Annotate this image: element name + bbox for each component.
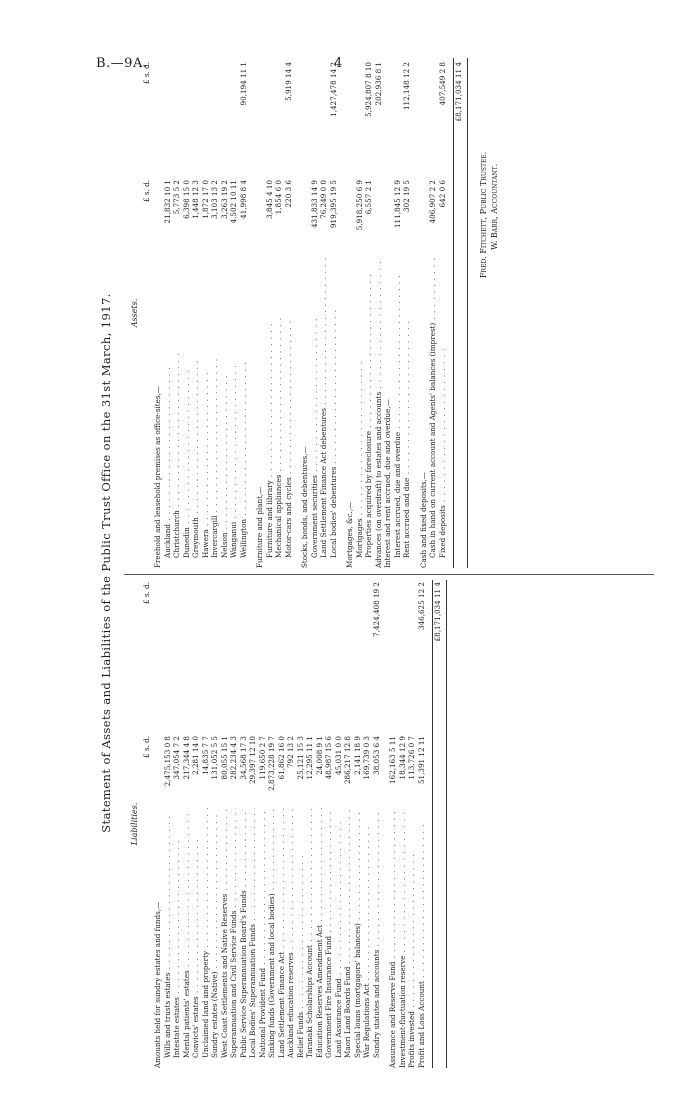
assets-row	[182, 58, 192, 568]
liabilities-row-amount: 25,121 15 3	[295, 736, 305, 780]
amount-column-head: £ s. d.	[142, 180, 151, 203]
total-column-head: £ s. d.	[142, 62, 151, 85]
assets-row-amount: 220 3 6	[283, 180, 293, 208]
liabilities-row-label: Mental patients' estates . .	[182, 808, 192, 1058]
liabilities-row	[182, 580, 192, 1068]
total-column-head: £ s. d.	[142, 582, 151, 605]
assets-row-label: Stocks, bonds, and debentures,—	[300, 446, 309, 568]
assets-row	[293, 58, 300, 568]
assets-heading: Assets.	[130, 298, 139, 328]
liabilities-row	[388, 580, 398, 1068]
assets-row	[229, 58, 239, 568]
liabilities-row	[201, 580, 211, 1068]
assets-row	[191, 58, 201, 568]
liabilities-grand-total: £8,171,034 11 4	[433, 582, 442, 642]
liabilities-row-label: Public Service Superannuation Board's Funds . .	[239, 808, 249, 1058]
assets-row-total: 1,427,478 14 2	[328, 62, 338, 117]
liabilities-row-amount: 2,141 18 9	[352, 736, 362, 775]
liabilities-row	[172, 580, 182, 1068]
liabilities-row-amount: 282,234 4 3	[229, 736, 238, 780]
liabilities-row-label: Maori Land Boards Fund . .	[343, 808, 353, 1058]
assets-row-amount: 1,448 12 3	[191, 180, 200, 219]
page-number: 4	[334, 56, 343, 71]
liabilities-row-amount: 34,568 17 3	[238, 736, 248, 780]
liabilities-row-amount: 51,391 12 11	[416, 736, 426, 785]
liabilities-row	[417, 580, 427, 1068]
liabilities-heading: Liabilities.	[130, 802, 139, 846]
assets-row-amount: 76,249 0 0	[319, 180, 328, 219]
assets-row-amount: 5,773 5 2	[172, 180, 181, 215]
liabilities-column-heads	[142, 580, 153, 1068]
assets-row	[438, 58, 448, 568]
assets-row	[255, 58, 265, 568]
liabilities-row-amount: 169,739 0 3	[362, 736, 371, 780]
assets-row-label: Auckland . .	[163, 258, 173, 558]
assets-row-total: 5,919 14 4	[283, 62, 293, 101]
liabilities-row-amount: 119,650 2 7	[257, 736, 267, 780]
assets-row-amount: 642 0 6	[437, 180, 447, 208]
liabilities-row	[324, 580, 334, 1068]
assets-row-amount: 919,395 19 5	[328, 180, 338, 229]
liabilities-row-amount: 29,397 12 10	[248, 736, 257, 785]
liabilities-row-amount: 347,054 7 2	[172, 736, 181, 780]
liabilities-row	[210, 580, 220, 1068]
assets-row-label: Cash in hand on current account and Agents' balances (imprest) . .	[428, 258, 438, 558]
liabilities-row-amount: 2,873,228 19 7	[267, 736, 276, 791]
assets-row	[364, 58, 374, 568]
assets-row	[402, 58, 412, 568]
assets-row	[284, 58, 294, 568]
liabilities-row-label: Education Reserves Amendment Act . .	[315, 808, 325, 1058]
assets-row-amount: 1,872 17 0	[200, 180, 210, 219]
assets-row	[210, 58, 220, 568]
liabilities-row-label: Investment-fluctuation reserve . .	[398, 808, 408, 1068]
liabilities-row-label: Local Bodies' Superannuation Funds . .	[248, 808, 258, 1058]
liabilities-row-amount: 792 13 2	[286, 736, 295, 769]
assets-row	[329, 58, 339, 568]
assets-row-label: Cash and fixed deposits,—	[418, 472, 428, 568]
assets-row-label: Invercargill . .	[210, 258, 220, 558]
liabilities-row	[372, 580, 382, 1068]
liabilities-row	[258, 580, 268, 1068]
assets-row	[239, 58, 249, 568]
assets-row-label: Wanganui . .	[229, 258, 239, 558]
liabilities-row	[163, 580, 173, 1068]
liabilities-row-label: Sundry estates (Native) . .	[210, 808, 220, 1058]
liabilities-row-label: Relief Funds . .	[296, 808, 306, 1058]
liabilities-row	[343, 580, 353, 1068]
assets-row-label: Freehold and leasehold premises as office-sites,—	[153, 385, 162, 568]
liabilities-row	[398, 580, 408, 1068]
liabilities-row	[407, 580, 417, 1068]
assets-row-amount: 406,907 2 2	[428, 180, 437, 224]
liabilities-row-label: Sinking funds (Government and local bodies) . .	[267, 808, 277, 1058]
liabilities-row-label: Land Settlement Finance Act . .	[277, 808, 287, 1058]
liabilities-row-amount: 2,281 14 0	[191, 736, 200, 775]
liabilities-row	[296, 580, 306, 1068]
document-reference: B.—9A.	[96, 56, 148, 71]
assets-row-label: Interest accrued, due and overdue . .	[393, 258, 403, 558]
liabilities-row-amount: 24,008 9 1	[314, 736, 324, 775]
liabilities-row	[220, 580, 230, 1068]
liabilities-row	[267, 580, 277, 1068]
liabilities-row-label: Intestate estates . .	[172, 808, 182, 1058]
assets-row-label: Motor-cars and cycles . .	[284, 258, 294, 558]
liabilities-row-label: Auckland education reserves . .	[286, 808, 296, 1058]
assets-row-amount: 3,845 4 10	[264, 180, 274, 219]
assets-row	[412, 58, 419, 568]
liabilities-row	[229, 580, 239, 1068]
assets-row	[220, 58, 230, 568]
liabilities-row-amount: 113,726 0 7	[407, 736, 416, 780]
liabilities-row-amount: 162,163 5 11	[388, 736, 397, 785]
assets-row-label: Advances (on overdraft) to estates and accounts . .	[374, 258, 384, 568]
liabilities-row-amount: 38,053 6 4	[371, 736, 381, 775]
assets-row-total: 202,936 8 1	[373, 62, 383, 106]
assets-row-label: Hawera . .	[201, 258, 211, 558]
assets-row	[274, 58, 284, 568]
assets-row	[383, 58, 393, 568]
liabilities-row-amount: 217,344 4 8	[181, 736, 191, 780]
liabilities-row	[305, 580, 315, 1068]
assets-row	[310, 58, 320, 568]
assets-row-amount: 6,398 15 0	[181, 180, 191, 219]
assets-row-amount: 5,918,250 6 9	[354, 180, 364, 231]
assets-row	[393, 58, 403, 568]
assets-row-amount: 111,845 12 9	[392, 180, 402, 229]
liabilities-row-label: Convicts' estates . .	[191, 808, 201, 1058]
liabilities-row	[239, 580, 249, 1068]
liabilities-row	[362, 580, 372, 1068]
liabilities-row-label: Land Assurance Fund . .	[334, 808, 344, 1058]
assets-row	[338, 58, 345, 568]
liabilities-row-label: National Provident Fund . .	[258, 808, 268, 1058]
accountant-signature: W. Barr, Accountant.	[490, 163, 499, 250]
assets-row-label: Properties acquired by foreclosure . .	[364, 258, 374, 558]
amount-column-head: £ s. d.	[142, 736, 151, 759]
liabilities-rows	[153, 580, 426, 1068]
liabilities-row-label: Profit and Loss Account . .	[417, 808, 427, 1068]
assets-row	[374, 58, 384, 568]
liabilities-row-amount: 131,052 5 5	[210, 736, 219, 780]
liabilities-row	[334, 580, 344, 1068]
signature-block	[478, 58, 500, 278]
assets-row-label: Furniture and library . .	[265, 258, 275, 558]
liabilities-row-amount: 2,475,153 0 8	[162, 736, 172, 787]
liabilities-row-amount: 12,295 11 1	[305, 736, 314, 780]
rotated-statement	[99, 58, 662, 1068]
liabilities-row-label: West Coast Settlements and Native Reserves . .	[220, 808, 230, 1058]
assets-row-label: Government securities . .	[310, 258, 320, 558]
liabilities-row-label: Government Fire Insurance Fund . .	[324, 808, 334, 1058]
assets-row-total: 5,924,807 8 10	[364, 62, 373, 117]
liabilities-row	[248, 580, 258, 1068]
assets-row-amount: 3,103 13 2	[210, 180, 219, 219]
assets-row	[300, 58, 310, 568]
assets-row	[163, 58, 173, 568]
assets-row	[419, 58, 429, 568]
assets-row-label: Land Settlement Finance Act debentures . .	[319, 258, 329, 558]
assets-row	[201, 58, 211, 568]
liabilities-row-amount: 14,835 7 7	[200, 736, 210, 775]
assets-row-label: Furniture and plant,—	[255, 486, 264, 568]
assets-row	[153, 58, 163, 568]
assets-grand-total: £8,171,034 11 4	[454, 62, 463, 122]
liabilities-row-amount: 80,055 15 1	[219, 736, 229, 780]
liabilities-row-label: Profits invested . .	[407, 808, 417, 1068]
assets-section	[130, 58, 500, 568]
liabilities-row-total: 7,424,408 19 2	[371, 582, 381, 637]
assets-row	[428, 58, 438, 568]
assets-row	[319, 58, 329, 568]
assets-row-amount: 41,998 8 4	[238, 180, 248, 219]
assets-row-amount: 1,854 6 0	[274, 180, 283, 215]
assets-row-label: Mechanical appliances . .	[274, 258, 284, 558]
assets-row-label: Christchurch . .	[172, 258, 182, 558]
liabilities-row-amount: 48,987 15 6	[324, 736, 333, 780]
assets-row-amount: 431,833 14 9	[309, 180, 319, 229]
assets-row-total: 407,549 2 8	[437, 62, 447, 106]
liabilities-row	[315, 580, 325, 1068]
liabilities-row-amount: 45,031 0 0	[333, 736, 343, 775]
assets-row-amount: 3,263 19 2	[219, 180, 229, 219]
assets-row	[265, 58, 275, 568]
assets-row-total: 90,194 11 1	[238, 62, 248, 106]
liabilities-row	[353, 580, 363, 1068]
liabilities-row	[191, 580, 201, 1068]
liabilities-row	[381, 580, 388, 1068]
assets-row-amount: 6,557 2 1	[364, 180, 373, 215]
liabilities-row-label: Amounts held for sundry estates and funds,—	[153, 901, 162, 1068]
liabilities-row	[286, 580, 296, 1068]
assets-row	[355, 58, 365, 568]
liabilities-row-label: Wills and trusts estates . .	[163, 808, 173, 1058]
liabilities-row	[153, 580, 163, 1068]
assets-total-row	[453, 58, 468, 568]
assets-row-label: Local bodies' debentures . .	[329, 258, 339, 558]
liabilities-row-label: Sundry statutes and accounts . .	[372, 808, 382, 1058]
public-trustee-signature: Fred. Fitchett, Public Trustee.	[479, 151, 488, 278]
assets-row-label: Mortgages, &c.,—	[345, 501, 354, 568]
assets-column-heads	[142, 58, 153, 568]
assets-row-amount: 302 19 5	[402, 180, 411, 213]
assets-row-amount: 4,502 10 11	[229, 180, 238, 224]
liabilities-total-row	[432, 580, 447, 1068]
assets-row-label: Mortgages . .	[355, 258, 365, 558]
column-divider	[124, 574, 654, 575]
liabilities-row-total: 346,625 12 2	[416, 582, 426, 631]
liabilities-row-label: War Regulations Act . .	[362, 808, 372, 1058]
liabilities-row-amount: 61,862 16 0	[276, 736, 286, 780]
assets-row-label: Interest and rent accrued, due and overdue,—	[383, 399, 392, 568]
assets-row-label: Wellington . .	[239, 258, 249, 558]
assets-row-label: Greymouth . .	[191, 258, 201, 558]
liabilities-row-label: Special loans (mortgagors' balances) . .	[353, 808, 363, 1058]
liabilities-section	[130, 580, 447, 1068]
liabilities-row-label: Taranaki Scholarships Account . .	[305, 808, 315, 1058]
liabilities-row-label: Unclaimed land and property . .	[201, 808, 211, 1058]
liabilities-row-amount: 286,217 12 8	[343, 736, 352, 785]
assets-row	[248, 58, 255, 568]
assets-row-label: Rent accrued and due . .	[402, 258, 412, 558]
liabilities-row-label: Superannuation and Civil Service Funds . .	[229, 808, 239, 1058]
statement-title: Statement of Assets and Liabilities of the Public Trust Office on the 31st March, 1917.	[99, 293, 113, 833]
liabilities-row	[277, 580, 287, 1068]
liabilities-row-amount: 18,344 12 9	[397, 736, 407, 780]
liabilities-row-label: Assurance and Reserve Fund . .	[388, 808, 398, 1068]
assets-row-label: Dunedin . .	[182, 258, 192, 558]
assets-row	[172, 58, 182, 568]
assets-row-label: Fixed deposits . .	[438, 258, 448, 558]
assets-row	[345, 58, 355, 568]
assets-row-total: 112,148 12 2	[402, 62, 411, 111]
assets-rows	[153, 58, 447, 568]
assets-row-label: Nelson . .	[220, 258, 230, 558]
assets-row-amount: 21,832 10 1	[162, 180, 172, 224]
